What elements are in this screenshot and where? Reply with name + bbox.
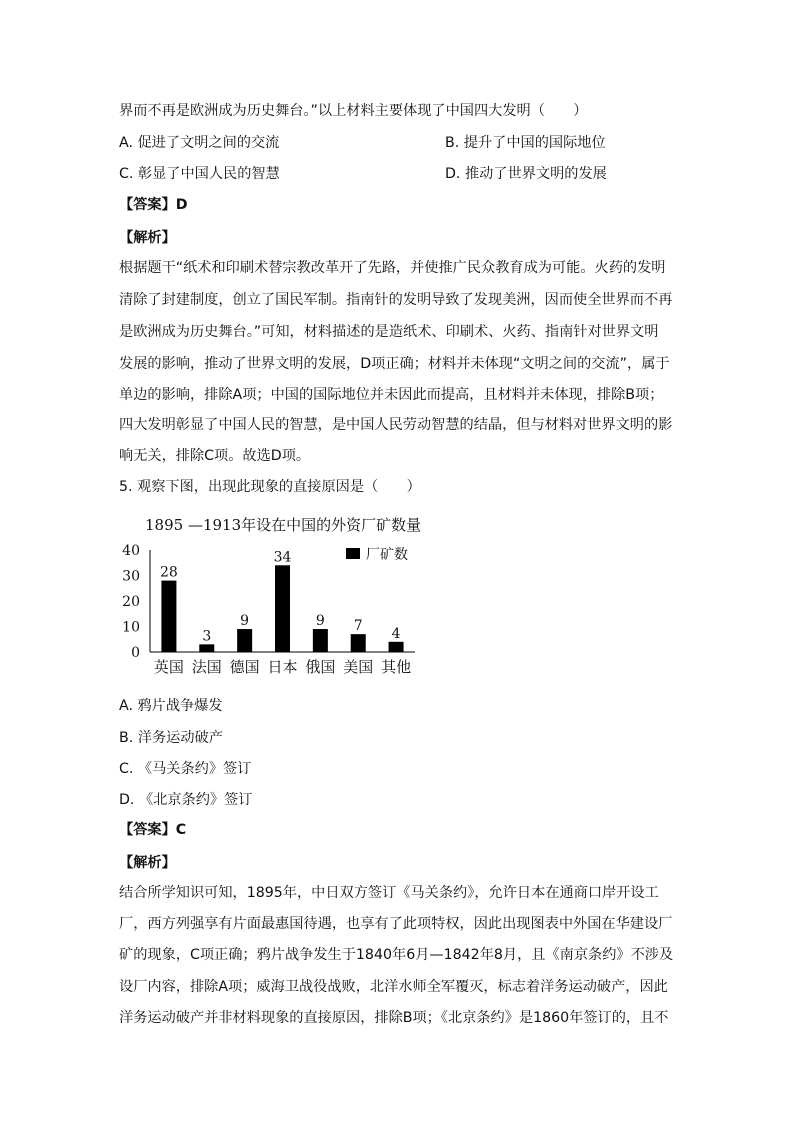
q4-analysis-line: 是欧洲成为历史舞台。”可知，材料描述的是造纸术、印刷术、火药、指南针对世界文明 xyxy=(119,324,659,340)
q4-analysis-line: 清除了封建制度，创立了国民军制。指南针的发明导致了发现美洲，因而使全世界而不再 xyxy=(119,292,673,308)
q5-option-c: C. 《马关条约》签订 xyxy=(119,761,252,777)
q4-option-c: C. 彰显了中国人民的智慧 xyxy=(119,166,280,182)
q5-option-d: D. 《北京条约》签订 xyxy=(119,792,253,808)
x-tick-label: 日本 xyxy=(267,658,298,676)
data-label: 28 xyxy=(160,564,178,581)
x-tick-label: 英国 xyxy=(153,658,184,676)
x-tick-label: 其他 xyxy=(381,658,412,676)
bar-chart xyxy=(110,510,430,680)
data-label: 4 xyxy=(391,625,401,642)
y-tick-label: 20 xyxy=(122,594,140,610)
q4-option-a: A. 促进了文明之间的交流 xyxy=(119,135,280,151)
y-tick-label: 40 xyxy=(122,543,140,559)
q5-analysis-heading: 【解析】 xyxy=(119,855,176,871)
q5-option-a: A. 鸦片战争爆发 xyxy=(119,698,223,714)
x-tick-label: 美国 xyxy=(343,658,374,676)
chart-title: 1895 —1913年设在中国的外资厂矿数量 xyxy=(145,516,422,534)
q5-analysis-line: 结合所学知识可知，1895年，中日双方签订《马关条约》，允许日本在通商口岸开设工 xyxy=(119,885,659,901)
data-label: 9 xyxy=(240,613,250,630)
legend-swatch xyxy=(346,548,360,559)
bar xyxy=(351,634,366,652)
data-label: 7 xyxy=(353,618,363,635)
q4-stem-tail: 界而不再是欧洲成为历史舞台。”以上材料主要体现了中国四大发明（ ） xyxy=(119,103,588,119)
x-tick-label: 法国 xyxy=(191,658,222,676)
q4-analysis-line: 单边的影响，排除A项；中国的国际地位并未因此而提高，且材料并未体现，排除B项； xyxy=(119,387,664,403)
q5-analysis-line: 设厂内容，排除A项；威海卫战役战败，北洋水师全军覆灭，标志着洋务运动破产，因此 xyxy=(119,979,668,995)
bar xyxy=(275,565,290,652)
q5-analysis-line: 矿的现象，C项正确；鸦片战争发生于1840年6月—1842年8月，且《南京条约》不涉及 xyxy=(119,947,674,963)
bar xyxy=(161,581,176,652)
data-label: 3 xyxy=(202,628,212,645)
q4-analysis-line: 发展的影响，推动了世界文明的发展，D项正确；材料并未体现“文明之间的交流”，属于 xyxy=(119,356,670,372)
q4-analysis-heading: 【解析】 xyxy=(119,230,176,246)
y-tick-label: 10 xyxy=(122,619,140,636)
x-tick-label: 德国 xyxy=(229,658,260,676)
bar xyxy=(389,642,404,652)
x-tick-label: 俄国 xyxy=(305,658,336,676)
q4-option-d: D. 推动了世界文明的发展 xyxy=(445,166,607,182)
q4-analysis-line: 四大发明彰显了中国人民的智慧，是中国人民劳动智慧的结晶，但与材料对世界文明的影 xyxy=(119,417,673,433)
q4-option-b: B. 提升了中国的国际地位 xyxy=(445,135,606,151)
legend-label: 厂矿数 xyxy=(366,547,408,563)
q5-option-b: B. 洋务运动破产 xyxy=(119,730,223,746)
q4-analysis-line: 响无关，排除C项。故选D项。 xyxy=(119,448,311,464)
data-label: 34 xyxy=(273,549,292,566)
q4-analysis-line: 根据题干“纸术和印刷术替宗教改革开了先路，并使推广民众教育成为可能。火药的发明 xyxy=(119,260,666,276)
data-label: 9 xyxy=(315,613,325,630)
y-tick-label: 30 xyxy=(122,568,140,585)
q5-analysis-line: 厂，西方列强享有片面最惠国待遇，也享有了此项特权，因此出现图表中外国在华建设厂 xyxy=(119,916,673,932)
q5-analysis-line: 洋务运动破产并非材料现象的直接原因，排除B项；《北京条约》是1860年签订的，且不 xyxy=(119,1010,669,1026)
q5-stem: 5. 观察下图，出现此现象的直接原因是（ ） xyxy=(119,479,421,495)
q5-answer: 【答案】C xyxy=(119,822,187,838)
bar xyxy=(237,629,252,652)
bar xyxy=(199,644,214,652)
bar xyxy=(313,629,328,652)
q4-answer: 【答案】D xyxy=(119,197,188,213)
y-tick-label: 0 xyxy=(131,645,140,661)
